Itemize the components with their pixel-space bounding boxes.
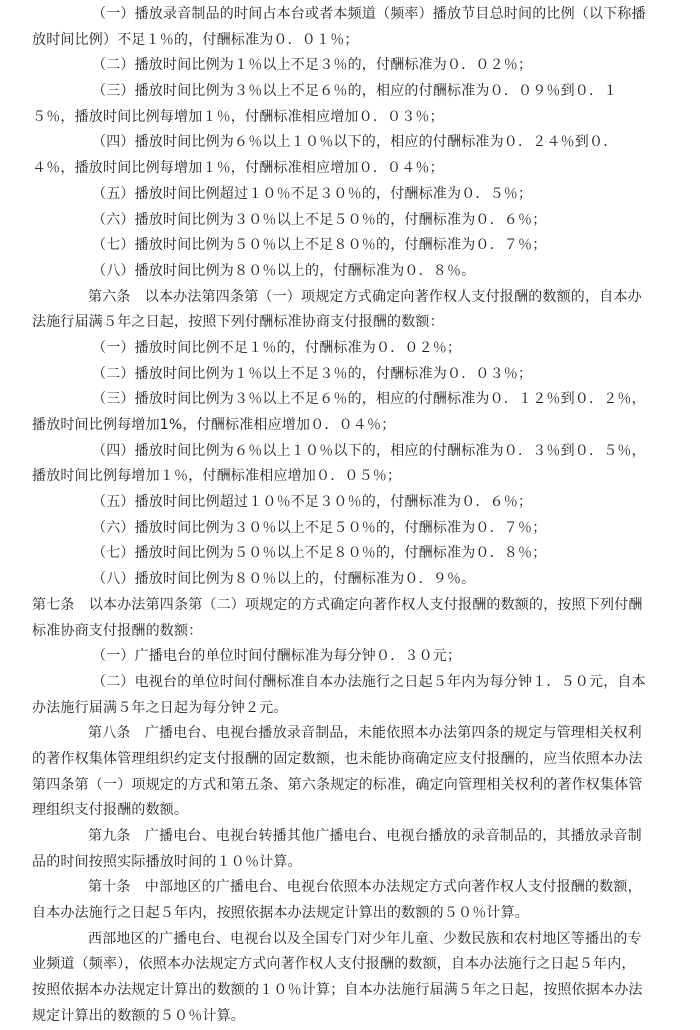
text-line: 播放时间比例每增加1%，付酬标准相应增加０．０４％； [32,417,396,433]
article-heading-line: 第九条 广播电台、电视台转播其他广播电台、电视台播放的录音制品的，其播放录音制 [88,828,642,844]
article-heading-line: 第七条 以本办法第四条第（二）项规定的方式确定向著作权人支付报酬的数额的，按照下列付酬 [32,596,643,613]
text-line: ４％，播放时间比例每增加１％，付酬标准相应增加０．０４％； [32,160,444,177]
text-line: 标准协商支付报酬的数额： [32,622,203,639]
text-line: 法施行届满５年之日起，按照下列付酬标准协商支付报酬的数额： [32,314,444,331]
text-line: 放时间比例）不足１％的，付酬标准为０．０１％； [32,31,359,48]
text-line: 规定计算出的数额的５０％计算。 [32,1007,245,1024]
text-line: 第四条第（一）项规定的方式和第五条、第六条规定的标准，确定向管理相关权利的著作权集体管 [32,776,643,793]
text-line: （六）播放时间比例为３０％以上不足５０％的，付酬标准为０．６％； [92,211,547,228]
article-heading-line: 第八条 广播电台、电视台播放录音制品，未能依照本办法第四条的规定与管理相关权利 [88,725,642,742]
text-line: （六）播放时间比例为３０％以上不足５０％的，付酬标准为０．７％； [92,519,547,536]
text-line: （二）电视台的单位时间付酬标准自本办法施行之日起５年内为每分钟１．５０元，自本 [92,673,646,690]
text-line: （八）播放时间比例为８０％以上的，付酬标准为０．９％。 [92,571,476,588]
text-line: 西部地区的广播电台、电视台以及全国专门对少年儿童、少数民族和农村地区等播出的专 [88,930,642,947]
text-line: 业频道（频率），依照本办法规定方式向著作权人支付报酬的数额，自本办法施行之日起５年内， [32,956,636,973]
text-line: （八）播放时间比例为８０％以上的，付酬标准为０．８％。 [92,262,476,279]
text-line: ５％，播放时间比例每增加１％，付酬标准相应增加０．０３％； [32,108,444,125]
text-line: （一）播放录音制品的时间占本台或者本频道（频率）播放节目总时间的比例（以下称播 [92,6,646,22]
text-line: （七）播放时间比例为５０％以上不足８０％的，付酬标准为０．７％； [92,237,547,254]
text-line: 自本办法施行之日起５年内，按照依据本办法规定计算出的数额的５０％计算。 [32,905,529,922]
text-line: （三）播放时间比例为３％以上不足６％的，相应的付酬标准为０．１２％到０．２％， [92,391,646,408]
text-line: （五）播放时间比例超过１０％不足３０％的，付酬标准为０．６％； [92,494,533,511]
text-line: 按照依据本办法规定计算出的数额的１０％计算；自本办法施行届满５年之日起，按照依据本办法 [32,982,643,999]
text-line: （四）播放时间比例为６％以上１０％以下的，相应的付酬标准为０．３％到０．５％， [92,442,646,459]
text-line: 播放时间比例每增加１％，付酬标准相应增加０．０５％； [32,468,402,485]
article-heading-line: 第十条 中部地区的广播电台、电视台依照本办法规定方式向著作权人支付报酬的数额， [88,879,642,896]
text-line: （四）播放时间比例为６％以上１０％以下的，相应的付酬标准为０．２４％到０． [92,134,618,151]
text-line: 理组织支付报酬的数额。 [32,802,189,819]
article-heading-line: 第六条 以本办法第四条第（一）项规定方式确定向著作权人支付报酬的数额的，自本办 [88,288,642,305]
text-line: （五）播放时间比例超过１０％不足３０％的，付酬标准为０．５％； [92,185,533,202]
text-line: 办法施行届满５年之日起为每分钟２元。 [32,699,288,716]
text-line: （七）播放时间比例为５０％以上不足８０％的，付酬标准为０．８％； [92,545,547,562]
text-line: 品的时间按照实际播放时间的１０％计算。 [32,853,302,870]
text-line: （二）播放时间比例为１％以上不足３％的，付酬标准为０．０２％； [92,57,533,74]
text-line: （二）播放时间比例为１％以上不足３％的，付酬标准为０．０３％； [92,365,533,382]
text-line: 的著作权集体管理组织约定支付报酬的固定数额，也未能协商确定应支付报酬的，应当依照本办法 [32,750,643,767]
text-line: （一）播放时间比例不足１％的，付酬标准为０．０２％； [92,339,462,356]
text-line: （三）播放时间比例为３％以上不足６％的，相应的付酬标准为０．０９％到０．１ [92,83,618,100]
text-line: （一）广播电台的单位时间付酬标准为每分钟０．３０元； [92,648,462,665]
